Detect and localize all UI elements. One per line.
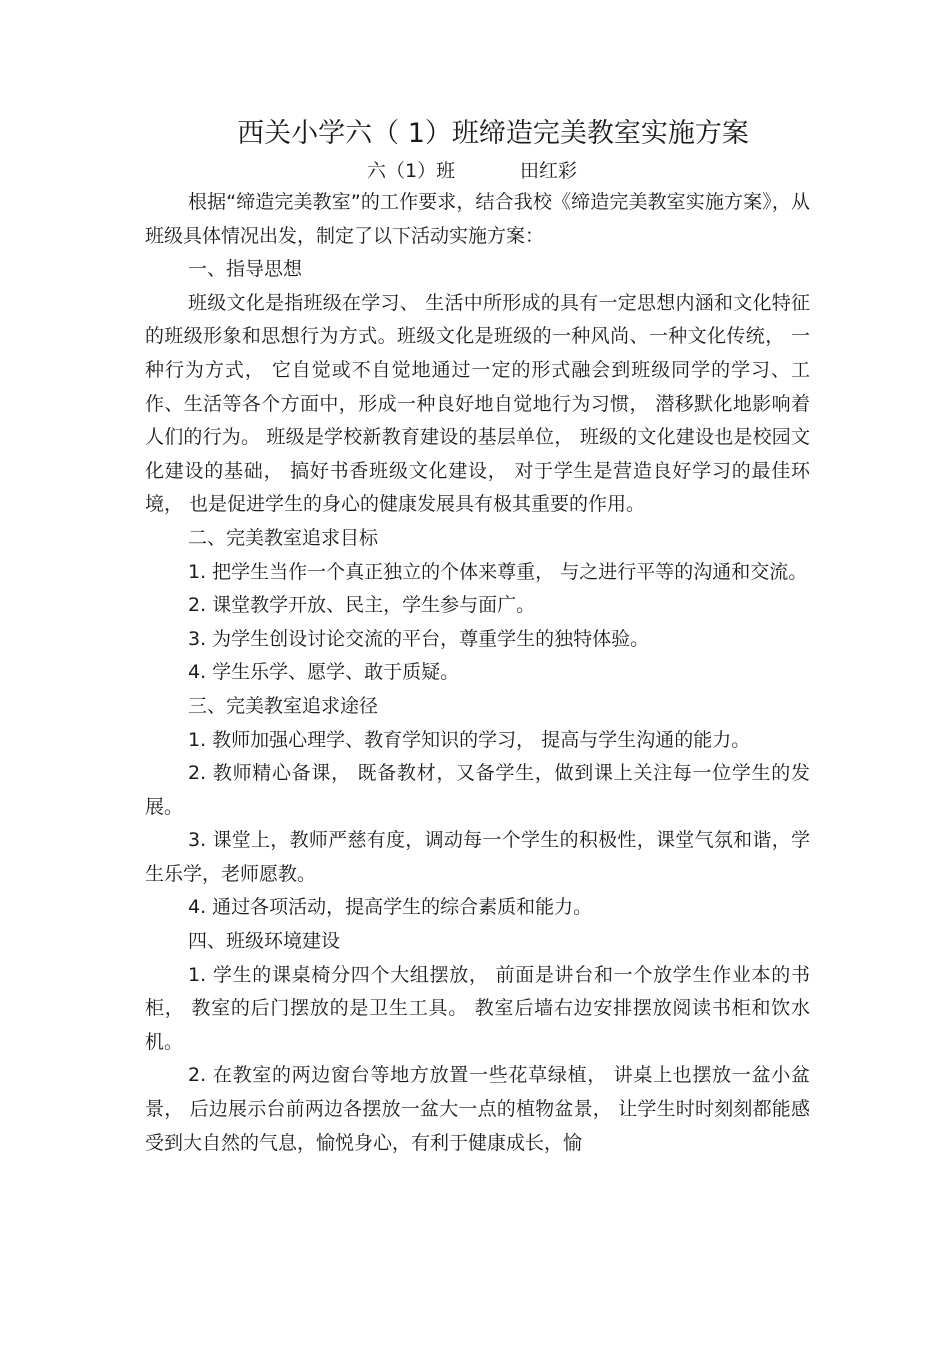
section-heading-guiding-ideology: 一、指导思想 bbox=[188, 258, 303, 281]
class-name: 六（1）班 bbox=[367, 160, 456, 182]
author-name: 田红彩 bbox=[520, 160, 578, 182]
intro-paragraph: 根据“缔造完美教室”的工作要求，结合我校《缔造完美教室实施方案》，从班级具体情况出发，制定了以下活动实施方案： bbox=[145, 191, 810, 247]
list-item: 2. 教师精心备课， 既备教材，又备学生，做到课上关注每一位学生的发展。 bbox=[145, 762, 810, 818]
list-item: 4. 学生乐学、愿学、敢于质疑。 bbox=[188, 661, 460, 684]
section-heading-approaches: 三、完美教室追求途径 bbox=[188, 694, 379, 717]
list-item: 3. 为学生创设讨论交流的平台，尊重学生的独特体验。 bbox=[188, 627, 650, 650]
list-item: 2. 课堂教学开放、民主，学生参与面广。 bbox=[188, 594, 536, 617]
document-title: 西关小学六（ 1）班缔造完美教室实施方案 bbox=[237, 118, 749, 149]
list-item: 1. 学生的课桌椅分四个大组摆放， 前面是讲台和一个放学生作业本的书柜， 教室的后门摆放的是卫生工具。 教室后墙右边安排摆放阅读书柜和饮水机。 bbox=[145, 963, 810, 1053]
list-item: 1. 教师加强心理学、教育学知识的学习， 提高与学生沟通的能力。 bbox=[188, 728, 751, 751]
paragraph: 班级文化是指班级在学习、 生活中所形成的具有一定思想内涵和文化特征的班级形象和思想行为方式。班级文化是班级的一种风尚、一种文化传统， 一种行为方式， 它自觉或不自觉地通过一定的形式融会到班级同学的学习、工作、生活等各个方面中，形成一种良好地自觉地行为习惯， 潜移默化地影响着人们的行为。 班级是学校新教育建设的基层单位， 班级的文化建设也是校园文化建设的基础， 搞好书香班级文化建设， 对于学生是营造良好学习的最佳环境， 也是促进学生的身心的健康发展具有极其重要的作用。 bbox=[145, 291, 810, 516]
byline bbox=[0, 156, 950, 186]
list-item: 4. 通过各项活动，提高学生的综合素质和能力。 bbox=[188, 896, 593, 919]
list-item: 2. 在教室的两边窗台等地方放置一些花草绿植， 讲桌上也摆放一盆小盆景， 后边展示台前两边各摆放一盆大一点的植物盆景， 让学生时时刻刻都能感受到大自然的气息，愉悦身心，有利于健康成长，愉 bbox=[145, 1064, 810, 1154]
section-heading-goals: 二、完美教室追求目标 bbox=[188, 526, 379, 549]
list-item: 3. 课堂上，教师严慈有度，调动每一个学生的积极性，课堂气氛和谐，学生乐学，老师愿教。 bbox=[145, 829, 810, 885]
document-body bbox=[145, 186, 810, 1160]
list-item: 1. 把学生当作一个真正独立的个体来尊重， 与之进行平等的沟通和交流。 bbox=[188, 560, 808, 583]
section-heading-environment: 四、班级环境建设 bbox=[188, 930, 341, 953]
